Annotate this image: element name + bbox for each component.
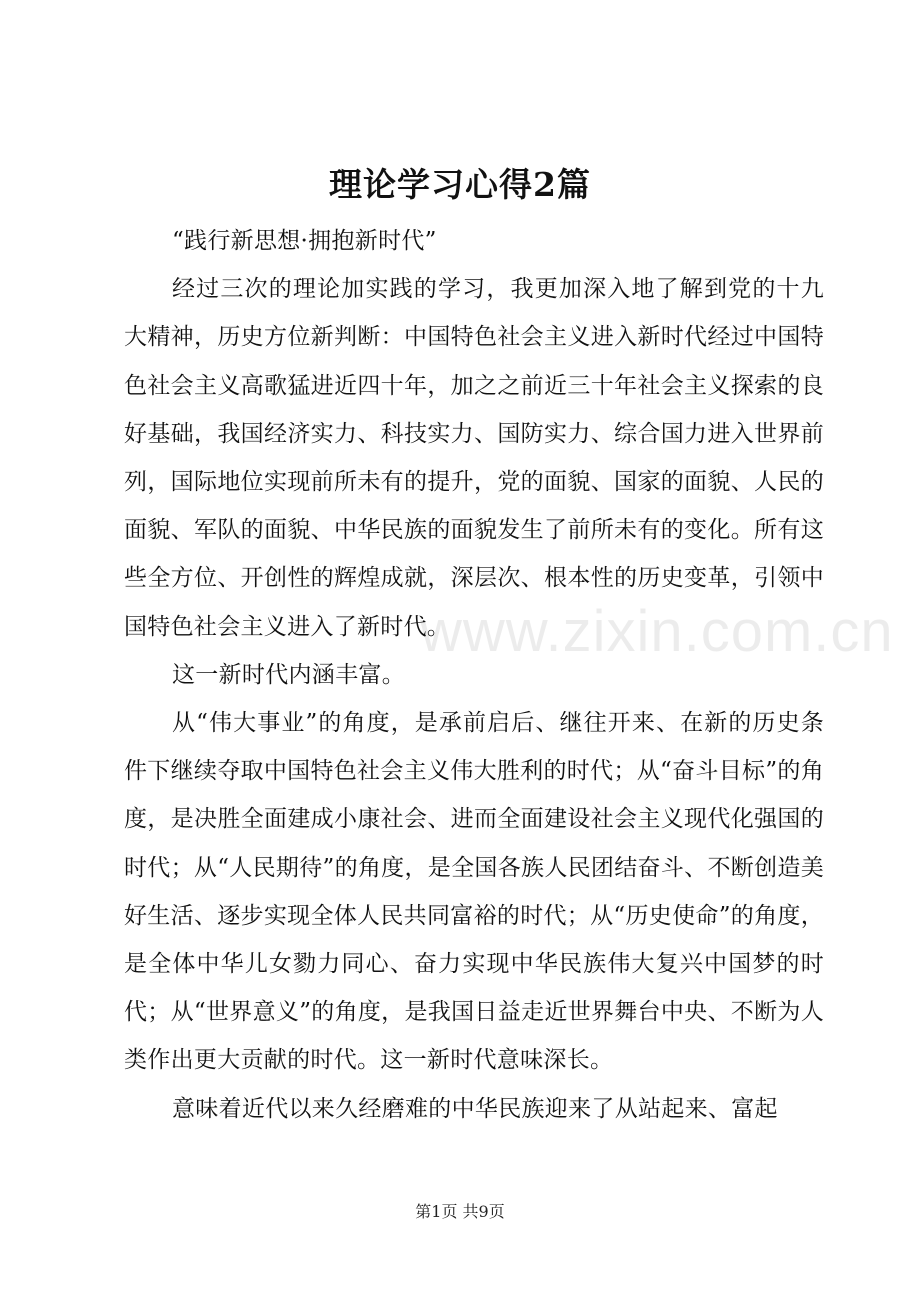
paragraph-subtitle: “践行新思想·拥抱新时代” bbox=[172, 228, 437, 254]
paragraph: 这一新时代内涵丰富。 bbox=[172, 661, 405, 688]
page-footer: 第1页 共9页 bbox=[415, 1202, 505, 1221]
document-body bbox=[124, 217, 824, 1133]
paragraph: 经过三次的理论加实践的学习，我更加深入地了解到党的十九大精神，历史方位新判断：中国特色社会主义进入新时代经过中国特色社会主义高歌猛进近四十年，加之之前近三十年社会主义探索的良好基础，我国经济实力、科技实力、国防实力、综合国力进入世界前列，国际地位实现前所未有的提升，党的面貌、国家的面貌、人民的面貌、军队的面貌、中华民族的面貌发生了前所未有的变化。所有这些全方位、开创性的辉煌成就，深层次、根本性的历史变革，引领中国特色社会主义进入了新时代。 bbox=[124, 276, 824, 640]
watermark: www.zixin.com.cn bbox=[420, 599, 894, 664]
paragraph: 意味着近代以来久经磨难的中华民族迎来了从站起来、富起 bbox=[172, 1095, 778, 1122]
document-title: 理论学习心得2篇 bbox=[329, 165, 591, 204]
paragraph: 从“伟大事业”的角度，是承前启后、继往开来、在新的历史条件下继续夺取中国特色社会主义伟大胜利的时代；从“奋斗目标”的角度，是决胜全面建成小康社会、进而全面建设社会主义现代化强国的时代；从“人民期待”的角度，是全国各族人民团结奋斗、不断创造美好生活、逐步实现全体人民共同富裕的时代；从“历史使命”的角度，是全体中华儿女勠力同心、奋力实现中华民族伟大复兴中国梦的时代；从“世界意义”的角度，是我国日益走近世界舞台中央、不断为人类作出更大贡献的时代。这一新时代意味深长。 bbox=[124, 710, 824, 1074]
